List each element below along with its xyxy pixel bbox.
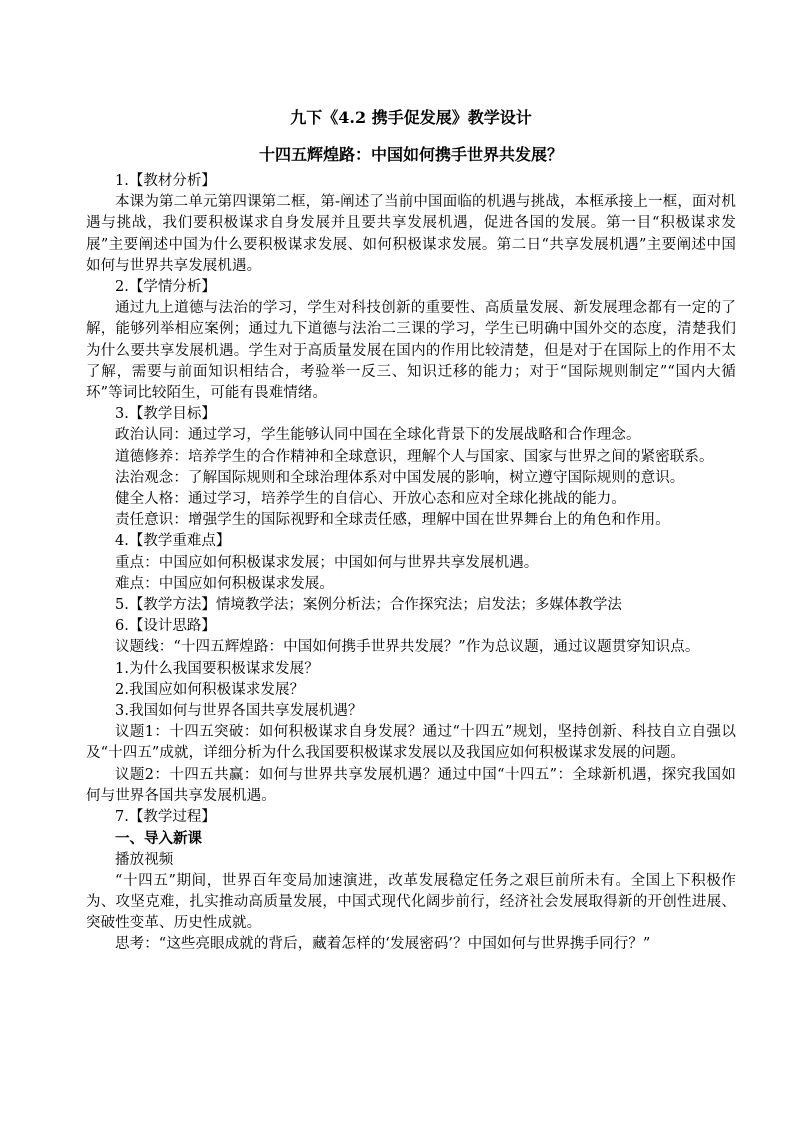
section-heading-design-idea: 6.【设计思路】 (115, 618, 216, 635)
key-point-line: 重点：中国应如何积极谋求发展；中国如何与世界共享发展机遇。 (115, 554, 539, 571)
section-teaching-methods: 5.【教学方法】情境教学法；案例分析法；合作探究法；启发法；多媒体教学法 (115, 597, 622, 614)
goal-moral-cultivation: 道德修养：培养学生的合作精神和全球意识，理解个人与国家、国家与世界之间的紧密联系。 (115, 448, 714, 465)
textbook-analysis-paragraph: 本课为第二单元第四课第二框，第-阐述了当前中国面临的机遇与挑战，本框承接上一框，面对机遇与挑战，我们要积极谋求自身发展并且要共享发展机遇，促进各国的发展。第一目“积极谋求发展”主要阐述中国为什么要积极谋求发展、如何积极谋求发展。第二日“共享发展机遇”主要阐述中国如何与世界共享发展机遇。 (86, 194, 736, 274)
goal-sound-personality: 健全人格：通过学习，培养学生的自信心、开放心态和应对全球化挑战的能力。 (115, 491, 626, 508)
section-heading-student-analysis: 2.【学情分析】 (115, 279, 216, 296)
question-2: 2.我国应如何积极谋求发展？ (115, 681, 305, 698)
section-heading-textbook-analysis: 1.【教材分析】 (115, 173, 216, 189)
section-heading-teaching-goals: 3.【教学目标】 (115, 406, 216, 423)
intro-paragraph: “十四五”期间，世界百年变局加速演进，改革发展稳定任务之艰巨前所未有。全国上下积极作为、攻坚克难，扎实推动高质量发展，中国式现代化阔步前行，经济社会发展取得新的开创性进展、突破性变革、历史性成就。 (86, 872, 736, 932)
section-heading-teaching-process: 7.【教学过程】 (115, 809, 216, 826)
topic-1-paragraph: 议题1：十四五突破：如何积极谋求自身发展？通过“十四五”规划，坚持创新、科技自立自强以及“十四五”成就，详细分析为什么我国要积极谋求发展以及我国应如何积极谋求发展的问题。 (86, 724, 736, 762)
question-1: 1.为什么我国要积极谋求发展？ (115, 660, 319, 677)
goal-political-identity: 政治认同：通过学习，学生能够认同中国在全球化背景下的发展战略和合作理念。 (115, 427, 641, 444)
part-1-heading: 一、导入新课 (115, 830, 202, 848)
page-subtitle: 十四五辉煌路：中国如何携手世界共发展？ (258, 145, 563, 164)
section-heading-key-points: 4.【教学重难点】 (115, 533, 231, 550)
goal-responsibility: 责任意识：增强学生的国际视野和全球责任感，理解中国在世界舞台上的角色和作用。 (115, 512, 670, 529)
question-3: 3.我国如何与世界各国共享发展机遇？ (115, 703, 363, 720)
topic-2-paragraph: 议题2：十四五共赢：如何与世界共享发展机遇？通过中国“十四五”：全球新机遇，探究我国如何与世界各国共享发展机遇。 (86, 766, 736, 804)
topic-line-paragraph: 议题线：“十四五辉煌路：中国如何携手世界共发展？”作为总议题，通过议题贯穿知识点。 (115, 639, 700, 656)
page-title: 九下《4.2 携手促发展》教学设计 (290, 108, 532, 127)
think-question: 思考：“这些亮眼成就的背后，藏着怎样的‘发展密码’？中国如何与世界携手同行？” (115, 936, 651, 953)
goal-rule-of-law: 法治观念：了解国际规则和全球治理体系对中国发展的影响，树立遵守国际规则的意识。 (115, 469, 685, 486)
difficult-point-line: 难点：中国应如何积极谋求发展。 (115, 575, 334, 592)
student-analysis-paragraph: 通过九上道德与法治的学习，学生对科技创新的重要性、高质量发展、新发展理念都有一定的了解，能够列举相应案例；通过九下道德与法治二三课的学习，学生已明确中国外交的态度，清楚我们为什么要共享发展机遇。学生对于高质量发展在国内的作用比较清楚，但是对于在国际上的作用不太了解，需要与前面知识相结合，考验举一反三、知识迁移的能力；对于“国际规则制定”“国内大循环”等词比较陌生，可能有畏难情绪。 (86, 300, 736, 402)
play-video-line: 播放视频 (115, 851, 174, 868)
